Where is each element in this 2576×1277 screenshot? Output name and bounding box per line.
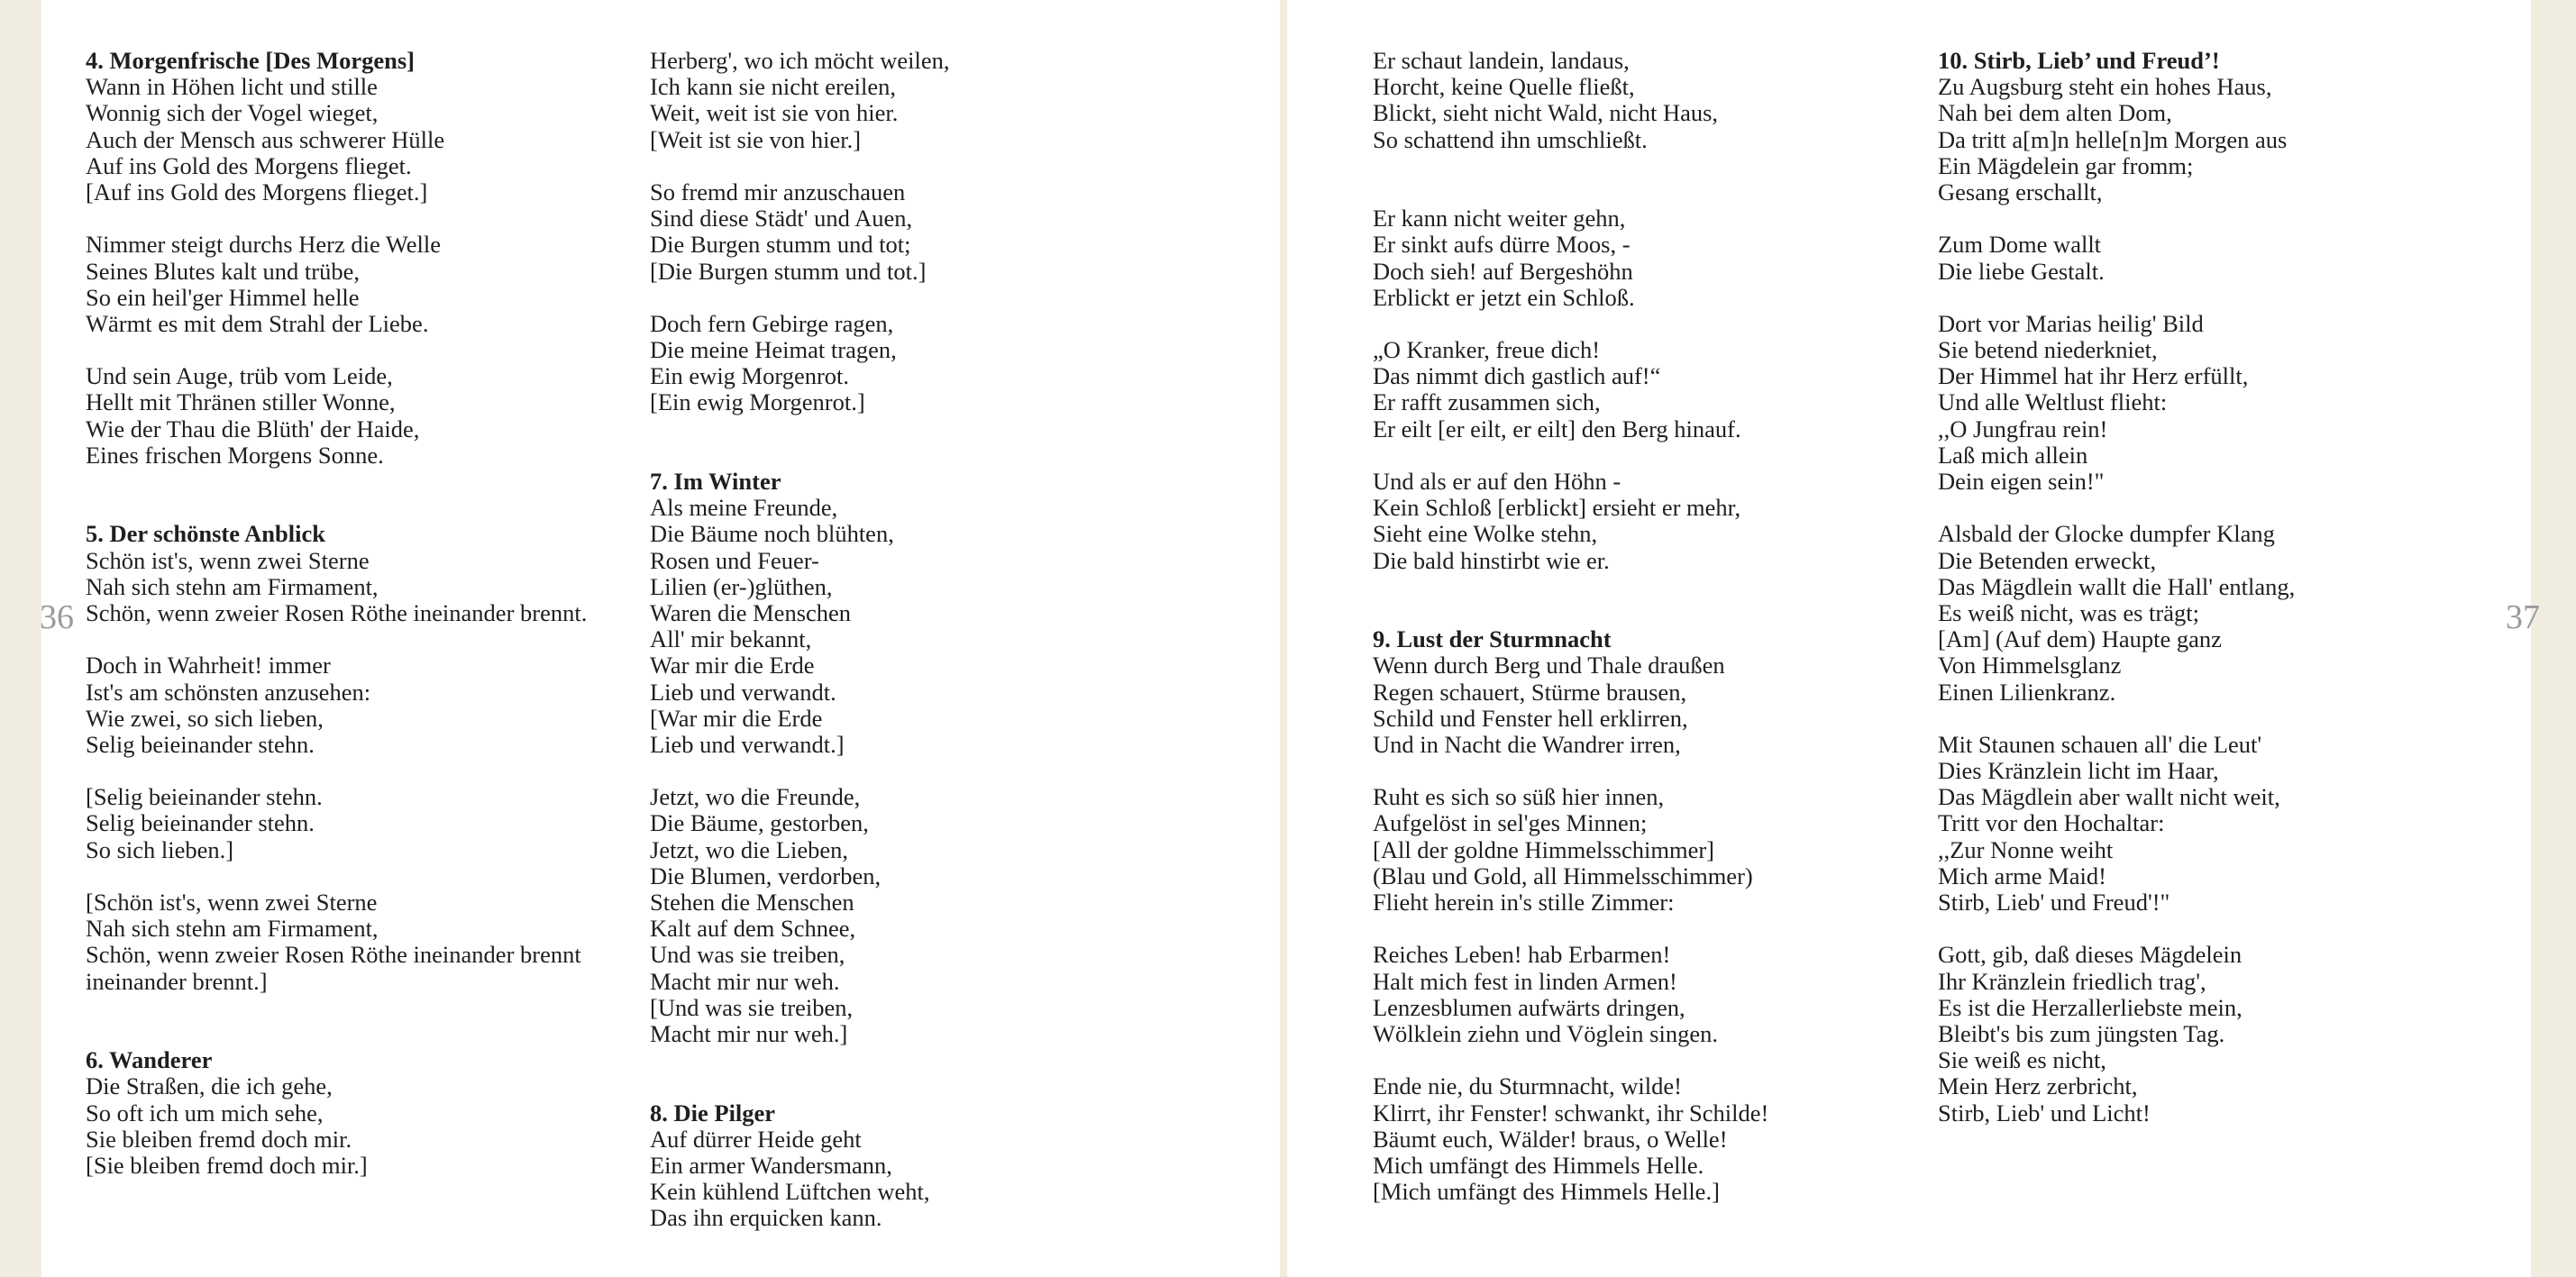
verse-line: Wonnig sich der Vogel wieget, — [86, 99, 379, 127]
verse-line: Stehen die Menschen — [650, 889, 854, 916]
verse-line: Es weiß nicht, was es trägt; — [1938, 598, 2199, 626]
verse-line: Gesang erschallt, — [1938, 178, 2103, 205]
stanza-break — [1373, 1047, 1768, 1073]
verse-line: Auch der Mensch aus schwerer Hülle — [86, 125, 445, 153]
verse-line: [Mich umfängt des Himmels Helle.] — [1373, 1178, 1720, 1206]
verse-line: Flieht herein in's stille Zimmer: — [1373, 889, 1675, 916]
verse-line: Eines frischen Morgens Sonne. — [86, 441, 384, 469]
poem-title: 6. Wanderer — [86, 1046, 213, 1074]
stanza-break — [1373, 600, 1768, 626]
stanza-break — [86, 995, 587, 1021]
verse-line: Die Bäume noch blühten, — [650, 520, 894, 548]
verse-line: „O Kranker, freue dich! — [1373, 336, 1601, 364]
verse-line: (Blau und Gold, all Himmelsschimmer) — [1373, 862, 1753, 889]
verse-line: Nimmer steigt durchs Herz die Welle — [86, 231, 442, 259]
stanza-break — [86, 1021, 587, 1047]
verse-line: Mit Staunen schauen all' die Leut' — [1938, 730, 2262, 758]
verse-line: Tritt vor den Hochaltar: — [1938, 809, 2165, 837]
stanza-break — [1373, 179, 1768, 205]
stanza-break — [86, 469, 587, 495]
verse-line: Macht mir nur weh.] — [650, 1019, 848, 1047]
stanza-break — [1938, 285, 2295, 311]
verse-line: Blickt, sieht nicht Wald, nicht Haus, — [1373, 99, 1719, 127]
stanza-break — [1373, 442, 1768, 469]
verse-line: Und alle Weltlust flieht: — [1938, 388, 2168, 416]
verse-line: Jetzt, wo die Lieben, — [650, 835, 849, 863]
verse-line: Doch fern Gebirge ragen, — [650, 309, 894, 337]
verse-line: Stirb, Lieb' und Licht! — [1938, 1099, 2151, 1126]
verse-line: Wölklein ziehn und Vöglein singen. — [1373, 1019, 1718, 1047]
stanza-break — [650, 153, 950, 179]
verse-line: Und sein Auge, trüb vom Leide, — [86, 362, 393, 390]
verse-line: Ist's am schönsten anzusehen: — [86, 678, 371, 706]
stanza-break — [86, 495, 587, 521]
verse-line: Doch in Wahrheit! immer — [86, 652, 331, 680]
verse-line: So ein heil'ger Himmel helle — [86, 283, 360, 311]
verse-line: Die Straßen, die ich gehe, — [86, 1072, 333, 1100]
verse-line: Wenn durch Berg und Thale draußen — [1373, 652, 1725, 680]
stanza-break — [86, 626, 587, 652]
verse-line: Die Bäume, gestorben, — [650, 809, 869, 837]
stanza-break — [650, 285, 950, 311]
verse-line: Die Betenden erweckt, — [1938, 546, 2157, 574]
verse-line: Dies Kränzlein licht im Haar, — [1938, 757, 2219, 785]
verse-line: Kein kühlend Lüftchen weht, — [650, 1178, 930, 1206]
verse-line: Er kann nicht weiter gehn, — [1373, 205, 1626, 233]
verse-line: Die bald hinstirbt wie er. — [1373, 546, 1610, 574]
verse-line: Sind diese Städt' und Auen, — [650, 205, 913, 233]
verse-line: Reiches Leben! hab Erbarmen! — [1373, 941, 1671, 969]
verse-line: So schattend ihn umschließt. — [1373, 125, 1648, 153]
verse-line: Klirrt, ihr Fenster! schwankt, ihr Schilde! — [1373, 1099, 1769, 1126]
verse-line: [Selig beieinander stehn. — [86, 783, 323, 811]
verse-line: Und als er auf den Höhn - — [1373, 468, 1621, 495]
verse-line: Mich arme Maid! — [1938, 862, 2106, 889]
verse-line: Ich kann sie nicht ereilen, — [650, 73, 896, 101]
verse-line: Mich umfängt des Himmels Helle. — [1373, 1151, 1704, 1179]
verse-line: [War mir die Erde — [650, 704, 823, 732]
stanza-break — [650, 442, 950, 469]
verse-line: Hellt mit Thränen stiller Wonne, — [86, 388, 396, 416]
verse-line: Das Mägdlein wallt die Hall' entlang, — [1938, 572, 2296, 600]
poem-title: 10. Stirb, Lieb’ und Freud’! — [1938, 47, 2220, 74]
verse-line: Rosen und Feuer- — [650, 546, 819, 574]
verse-line: Alsbald der Glocke dumpfer Klang — [1938, 520, 2275, 548]
verse-line: Wann in Höhen licht und stille — [86, 73, 378, 101]
verse-line: Es ist die Herzallerliebste mein, — [1938, 993, 2243, 1021]
verse-line: Nah sich stehn am Firmament, — [86, 572, 379, 600]
stanza-break — [1938, 205, 2295, 232]
stanza-break — [650, 1047, 950, 1073]
verse-line: Die meine Heimat tragen, — [650, 336, 897, 364]
stanza-break — [1373, 758, 1768, 784]
verse-line: Dort vor Marias heilig' Bild — [1938, 309, 2204, 337]
verse-line: [Und was sie treiben, — [650, 993, 854, 1021]
verse-line: Horcht, keine Quelle fließt, — [1373, 73, 1635, 101]
verse-line: Lieb und verwandt.] — [650, 730, 845, 758]
verse-line: Nah sich stehn am Firmament, — [86, 915, 379, 943]
verse-line: Ein Mägdelein gar fromm; — [1938, 151, 2194, 179]
verse-line: Weit, weit ist sie von hier. — [650, 99, 899, 127]
verse-line: Selig beieinander stehn. — [86, 809, 315, 837]
text-column-4 — [1938, 48, 2295, 1126]
verse-line: Lilien (er-)glüthen, — [650, 572, 833, 600]
verse-line: Macht mir nur weh. — [650, 967, 840, 995]
verse-line: Schön, wenn zweier Rosen Röthe ineinander brennt — [86, 941, 581, 969]
poem-title: 9. Lust der Sturmnacht — [1373, 625, 1612, 653]
verse-line: Das nimmt dich gastlich auf!“ — [1373, 362, 1661, 390]
verse-line: Schön ist's, wenn zwei Sterne — [86, 546, 370, 574]
verse-line: ,,O Jungfrau rein! — [1938, 415, 2108, 442]
verse-line: Wie zwei, so sich lieben, — [86, 704, 324, 732]
verse-line: Ende nie, du Sturmnacht, wilde! — [1373, 1072, 1682, 1100]
verse-line: Die Blumen, verdorben, — [650, 862, 882, 889]
verse-line: Kein Schloß [erblickt] ersieht er mehr, — [1373, 494, 1741, 522]
verse-line: Ruht es sich so süß hier innen, — [1373, 783, 1665, 811]
stanza-break — [86, 863, 587, 889]
verse-line: Und in Nacht die Wandrer irren, — [1373, 730, 1681, 758]
verse-line: Das Mägdlein aber wallt nicht weit, — [1938, 783, 2280, 811]
stanza-break — [1373, 311, 1768, 337]
verse-line: Als meine Freunde, — [650, 494, 838, 522]
verse-line: Er schaut landein, landaus, — [1373, 47, 1630, 74]
verse-line: So fremd mir anzuschauen — [650, 178, 906, 205]
verse-line: Sie weiß es nicht, — [1938, 1046, 2106, 1074]
verse-line: [Weit ist sie von hier.] — [650, 125, 862, 153]
verse-line: ineinander brennt.] — [86, 967, 268, 995]
poem-title: 7. Im Winter — [650, 468, 781, 495]
verse-line: [Auf ins Gold des Morgens flieget.] — [86, 178, 428, 205]
verse-line: Sieht eine Wolke stehn, — [1373, 520, 1598, 548]
verse-line: Er sinkt aufs dürre Moos, - — [1373, 231, 1631, 259]
stanza-break — [650, 758, 950, 784]
verse-line: Einen Lilienkranz. — [1938, 678, 2116, 706]
verse-line: Stirb, Lieb' und Freud'!" — [1938, 889, 2170, 916]
verse-line: Jetzt, wo die Freunde, — [650, 783, 861, 811]
verse-line: Zum Dome wallt — [1938, 231, 2102, 259]
verse-line: War mir die Erde — [650, 652, 815, 680]
text-column-1 — [86, 48, 587, 1179]
verse-line: Die liebe Gestalt. — [1938, 257, 2105, 285]
verse-line: Wärmt es mit dem Strahl der Liebe. — [86, 309, 429, 337]
verse-line: [All der goldne Himmelsschimmer] — [1373, 835, 1715, 863]
stanza-break — [1938, 495, 2295, 521]
verse-line: Nah bei dem alten Dom, — [1938, 99, 2172, 127]
verse-line: Er rafft zusammen sich, — [1373, 388, 1601, 416]
verse-line: Kalt auf dem Schnee, — [650, 915, 856, 943]
poem-title: 5. Der schönste Anblick — [86, 520, 326, 548]
verse-line: Gott, gib, daß dieses Mägdelein — [1938, 941, 2243, 969]
stanza-break — [1938, 916, 2295, 942]
verse-line: Zu Augsburg steht ein hohes Haus, — [1938, 73, 2272, 101]
verse-line: Waren die Menschen — [650, 598, 852, 626]
verse-line: Er eilt [er eilt, er eilt] den Berg hinauf. — [1373, 415, 1741, 442]
verse-line: Da tritt a[m]n helle[n]m Morgen aus — [1938, 125, 2288, 153]
verse-line: [Am] (Auf dem) Haupte ganz — [1938, 625, 2222, 653]
stanza-break — [1938, 706, 2295, 732]
stanza-break — [650, 1073, 950, 1099]
verse-line: Sie bleiben fremd doch mir. — [86, 1125, 352, 1153]
text-column-2 — [650, 48, 950, 1231]
verse-line: [Die Burgen stumm und tot.] — [650, 257, 927, 285]
stanza-break — [86, 758, 587, 784]
stanza-break — [650, 416, 950, 442]
verse-line: Selig beieinander stehn. — [86, 730, 315, 758]
stanza-break — [1373, 153, 1768, 179]
verse-line: Lenzesblumen aufwärts dringen, — [1373, 993, 1685, 1021]
verse-line: Lieb und verwandt. — [650, 678, 836, 706]
stanza-break — [86, 337, 587, 363]
page-number-right: 37 — [2506, 598, 2540, 636]
verse-line: Und was sie treiben, — [650, 941, 845, 969]
verse-line: Seines Blutes kalt und trübe, — [86, 257, 360, 285]
verse-line: Ein armer Wandersmann, — [650, 1151, 892, 1179]
verse-line: So sich lieben.] — [86, 835, 234, 863]
stanza-break — [86, 205, 587, 232]
verse-line: ,,Zur Nonne weiht — [1938, 835, 2114, 863]
verse-line: All' mir bekannt, — [650, 625, 812, 653]
text-column-3 — [1373, 48, 1768, 1205]
verse-line: Wie der Thau die Blüth' der Haide, — [86, 415, 420, 442]
verse-line: So oft ich um mich sehe, — [86, 1099, 324, 1126]
verse-line: Bleibt's bis zum jüngsten Tag. — [1938, 1019, 2225, 1047]
page-number-left: 36 — [40, 598, 74, 636]
poem-title: 4. Morgenfrische [Des Morgens] — [86, 47, 415, 74]
verse-line: [Sie bleiben fremd doch mir.] — [86, 1151, 368, 1179]
poem-title: 8. Die Pilger — [650, 1099, 776, 1126]
verse-line: [Schön ist's, wenn zwei Sterne — [86, 889, 378, 916]
stanza-break — [1373, 916, 1768, 942]
verse-line: Bäumt euch, Wälder! braus, o Welle! — [1373, 1125, 1728, 1153]
verse-line: Laß mich allein — [1938, 441, 2088, 469]
verse-line: Herberg', wo ich möcht weilen, — [650, 47, 950, 74]
verse-line: Ihr Kränzlein friedlich trag', — [1938, 967, 2206, 995]
verse-line: Die Burgen stumm und tot; — [650, 231, 911, 259]
verse-line: Mein Herz zerbricht, — [1938, 1072, 2138, 1100]
verse-line: [Ein ewig Morgenrot.] — [650, 388, 865, 416]
verse-line: Aufgelöst in sel'ges Minnen; — [1373, 809, 1648, 837]
verse-line: Das ihn erquicken kann. — [650, 1204, 882, 1232]
verse-line: Auf ins Gold des Morgens flieget. — [86, 151, 412, 179]
verse-line: Sie betend niederkniet, — [1938, 336, 2158, 364]
verse-line: Auf dürrer Heide geht — [650, 1125, 862, 1153]
verse-line: Regen schauert, Stürme brausen, — [1373, 678, 1687, 706]
verse-line: Doch sieh! auf Bergeshöhn — [1373, 257, 1633, 285]
stanza-break — [1373, 574, 1768, 600]
verse-line: Der Himmel hat ihr Herz erfüllt, — [1938, 362, 2249, 390]
verse-line: Erblickt er jetzt ein Schloß. — [1373, 283, 1635, 311]
verse-line: Von Himmelsglanz — [1938, 652, 2122, 680]
verse-line: Schön, wenn zweier Rosen Röthe ineinander brennt. — [86, 598, 588, 626]
verse-line: Schild und Fenster hell erklirren, — [1373, 704, 1688, 732]
verse-line: Halt mich fest in linden Armen! — [1373, 967, 1677, 995]
verse-line: Dein eigen sein!" — [1938, 468, 2105, 495]
verse-line: Ein ewig Morgenrot. — [650, 362, 850, 390]
